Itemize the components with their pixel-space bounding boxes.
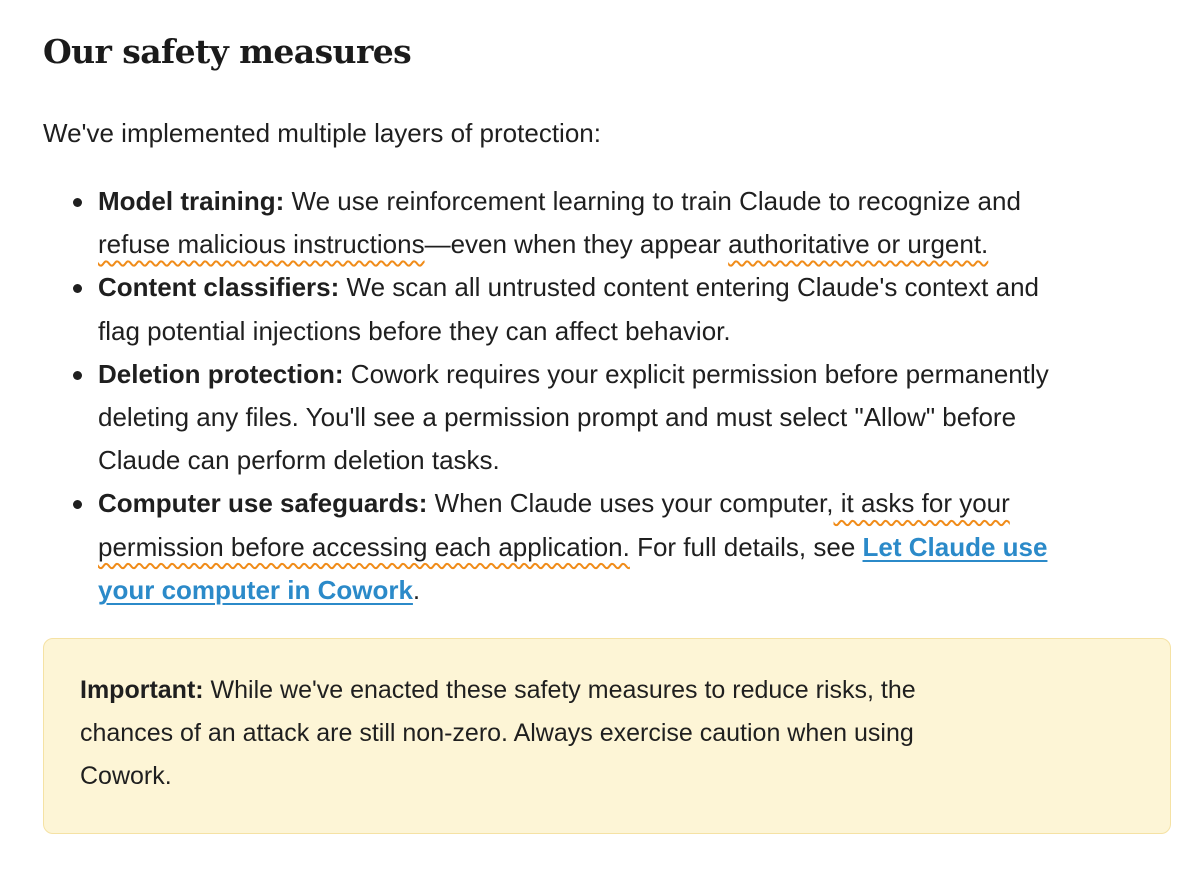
highlighted-text: refuse malicious instructions <box>98 229 425 260</box>
item-line <box>98 569 1158 612</box>
section-heading: Our safety measures <box>43 32 412 71</box>
safety-measures-list <box>43 180 1158 612</box>
item-line <box>98 266 1158 309</box>
item-text: For full details, see <box>629 531 863 562</box>
item-line <box>98 223 1158 266</box>
item-line <box>98 353 1158 396</box>
bullet-icon <box>73 371 82 380</box>
item-text: Cowork requires your explicit permission before permanently <box>343 358 1049 389</box>
bullet-icon <box>73 500 82 509</box>
highlighted-text: authoritative or urgent. <box>728 229 989 260</box>
item-text: —even when they appear <box>424 229 729 260</box>
intro-paragraph: We've implemented multiple layers of protection: <box>43 118 601 148</box>
item-title: Computer use safeguards: <box>98 488 428 519</box>
bullet-icon <box>73 198 82 207</box>
item-line <box>98 482 1158 525</box>
cowork-computer-use-link-continued[interactable]: your computer in Cowork <box>98 574 413 605</box>
important-callout <box>43 638 1171 834</box>
callout-line: chances of an attack are still non-zero. Always exercise caution when using <box>80 719 914 747</box>
item-line: flag potential injections before they can affect behavior. <box>98 315 731 346</box>
highlighted-text: permission before accessing each application. <box>98 531 630 562</box>
list-item-computer-use-safeguards <box>43 482 1158 612</box>
list-item-model-training <box>43 180 1158 266</box>
item-text: We use reinforcement learning to train Claude to recognize and <box>284 186 1021 216</box>
callout-line <box>80 669 1134 712</box>
item-text: When Claude uses your computer, <box>427 488 834 519</box>
item-text: . <box>412 574 421 605</box>
callout-text <box>80 669 1134 798</box>
item-title: Content classifiers: <box>98 272 340 303</box>
cowork-computer-use-link[interactable]: Let Claude use <box>862 531 1048 562</box>
item-line: deleting any files. You'll see a permission prompt and must select "Allow" before <box>98 402 1017 433</box>
list-item-deletion-protection <box>43 353 1158 483</box>
item-line: Claude can perform deletion tasks. <box>98 445 500 476</box>
bullet-icon <box>73 284 82 293</box>
callout-line-text: While we've enacted these safety measures to reduce risks, the <box>203 676 916 704</box>
list-item-content-classifiers <box>43 266 1158 352</box>
highlighted-text: it asks for your <box>833 488 1010 519</box>
item-title: Model training: <box>98 186 285 216</box>
callout-line: Cowork. <box>80 762 172 790</box>
item-title: Deletion protection: <box>98 358 344 389</box>
item-text: We scan all untrusted content entering Claude's context and <box>339 272 1039 303</box>
item-line <box>98 180 1158 223</box>
callout-label: Important: <box>80 676 204 704</box>
item-line <box>98 526 1158 569</box>
